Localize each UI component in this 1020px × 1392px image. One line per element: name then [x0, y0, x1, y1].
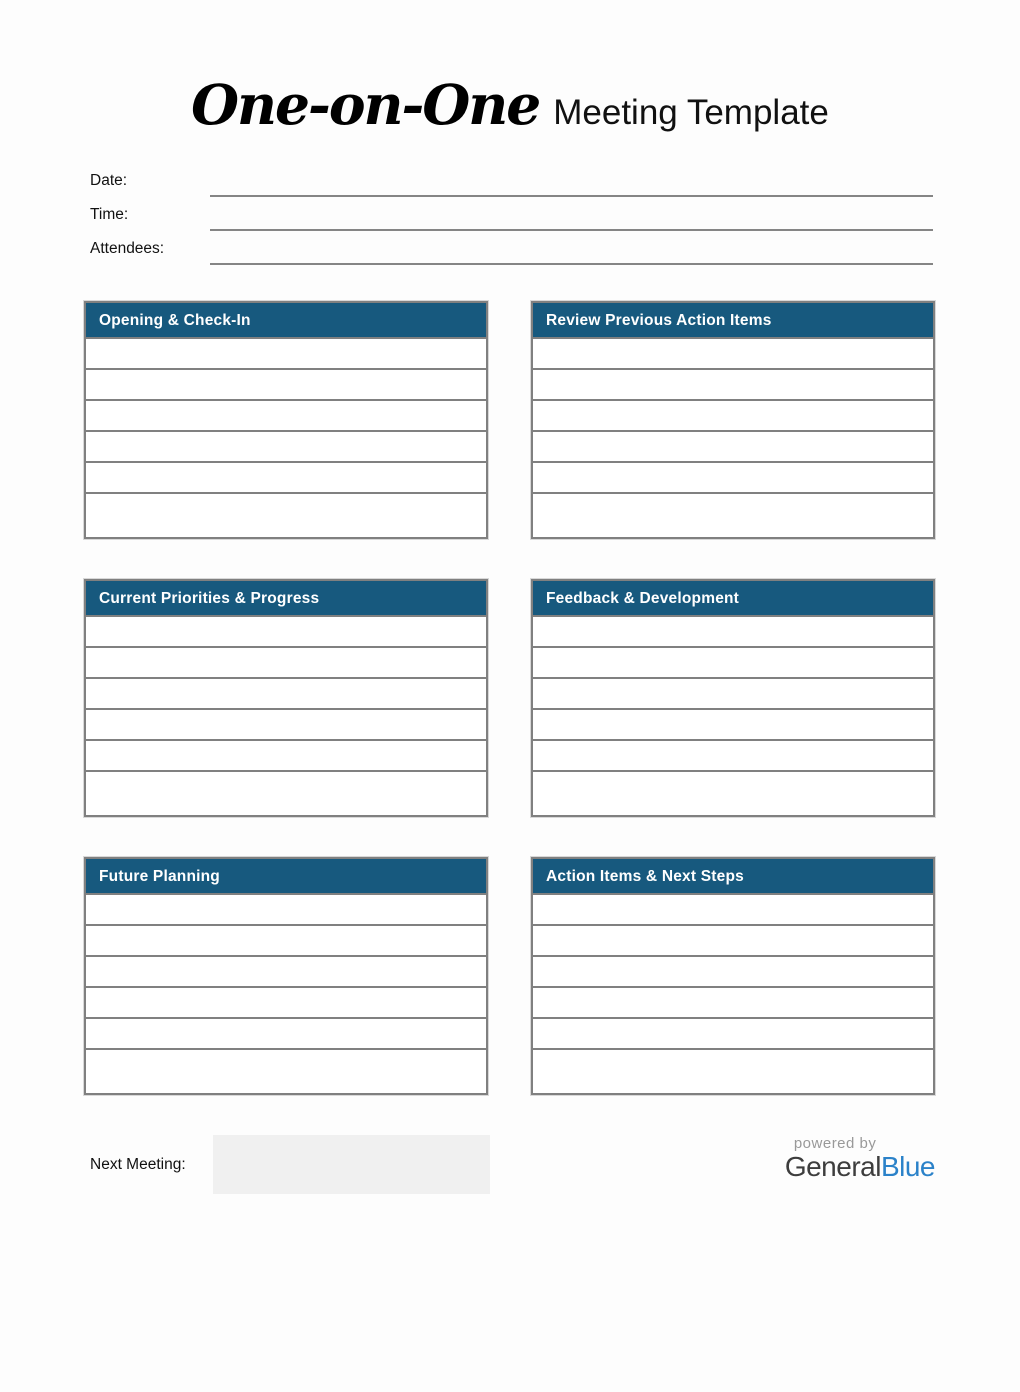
brand-general-text: General [784, 1151, 881, 1182]
section-header-opening-check-in: Opening & Check-In [86, 303, 486, 339]
section-header-feedback-development: Feedback & Development [533, 581, 933, 617]
time-field-row [90, 197, 933, 231]
table-row[interactable] [86, 772, 486, 803]
table-row[interactable] [86, 617, 486, 648]
table-row[interactable] [533, 1019, 933, 1050]
brand-wordmark [785, 1152, 935, 1183]
sections-grid [84, 301, 935, 1095]
time-label: Time: [90, 206, 129, 223]
table-row[interactable] [533, 895, 933, 926]
table-row[interactable] [533, 494, 933, 525]
table-row[interactable] [86, 895, 486, 926]
meta-fields [90, 163, 933, 265]
document-page [0, 72, 1020, 1392]
table-row[interactable] [533, 679, 933, 710]
section-review-previous-action-items [531, 301, 935, 539]
table-row[interactable] [86, 401, 486, 432]
title-script-text: One-on-One [191, 72, 540, 137]
table-row[interactable] [86, 370, 486, 401]
section-rows [533, 895, 933, 1081]
section-rows [86, 339, 486, 525]
table-row[interactable] [533, 370, 933, 401]
section-header-future-planning: Future Planning [86, 859, 486, 895]
table-row[interactable] [86, 988, 486, 1019]
section-header-current-priorities-progress: Current Priorities & Progress [86, 581, 486, 617]
table-row[interactable] [533, 617, 933, 648]
section-feedback-development [531, 579, 935, 817]
table-row[interactable] [86, 1050, 486, 1081]
table-row[interactable] [533, 432, 933, 463]
table-row[interactable] [533, 957, 933, 988]
table-row[interactable] [86, 1019, 486, 1050]
title-plain-text: Meeting Template [553, 93, 829, 132]
section-action-items-next-steps [531, 857, 935, 1095]
table-row[interactable] [86, 494, 486, 525]
section-rows [533, 617, 933, 803]
section-header-action-items-next-steps: Action Items & Next Steps [533, 859, 933, 895]
table-row[interactable] [86, 648, 486, 679]
next-meeting-input[interactable] [213, 1135, 490, 1194]
attendees-label: Attendees: [90, 240, 165, 257]
page-title [0, 72, 1020, 137]
attendees-field-row [90, 231, 933, 265]
table-row[interactable] [533, 741, 933, 772]
section-header-review-previous-action-items: Review Previous Action Items [533, 303, 933, 339]
brand-blue-text: Blue [880, 1151, 935, 1182]
attendees-input-line[interactable] [210, 231, 933, 265]
table-row[interactable] [533, 1050, 933, 1081]
table-row[interactable] [86, 741, 486, 772]
date-label: Date: [90, 172, 128, 189]
table-row[interactable] [86, 710, 486, 741]
table-row[interactable] [533, 401, 933, 432]
powered-by-text: powered by [793, 1135, 877, 1152]
table-row[interactable] [533, 339, 933, 370]
footer [0, 1135, 1020, 1194]
table-row[interactable] [86, 926, 486, 957]
date-input-line[interactable] [210, 163, 933, 197]
generalblue-logo [785, 1135, 935, 1183]
time-input-line[interactable] [210, 197, 933, 231]
table-row[interactable] [86, 463, 486, 494]
table-row[interactable] [86, 432, 486, 463]
table-row[interactable] [533, 463, 933, 494]
section-rows [86, 617, 486, 803]
table-row[interactable] [533, 772, 933, 803]
table-row[interactable] [533, 648, 933, 679]
section-opening-check-in [84, 301, 488, 539]
section-rows [86, 895, 486, 1081]
next-meeting-label: Next Meeting: [90, 1156, 186, 1173]
date-field-row [90, 163, 933, 197]
table-row[interactable] [86, 957, 486, 988]
table-row[interactable] [533, 988, 933, 1019]
section-current-priorities-progress [84, 579, 488, 817]
section-future-planning [84, 857, 488, 1095]
table-row[interactable] [86, 339, 486, 370]
table-row[interactable] [533, 926, 933, 957]
section-rows [533, 339, 933, 525]
table-row[interactable] [86, 679, 486, 710]
table-row[interactable] [533, 710, 933, 741]
